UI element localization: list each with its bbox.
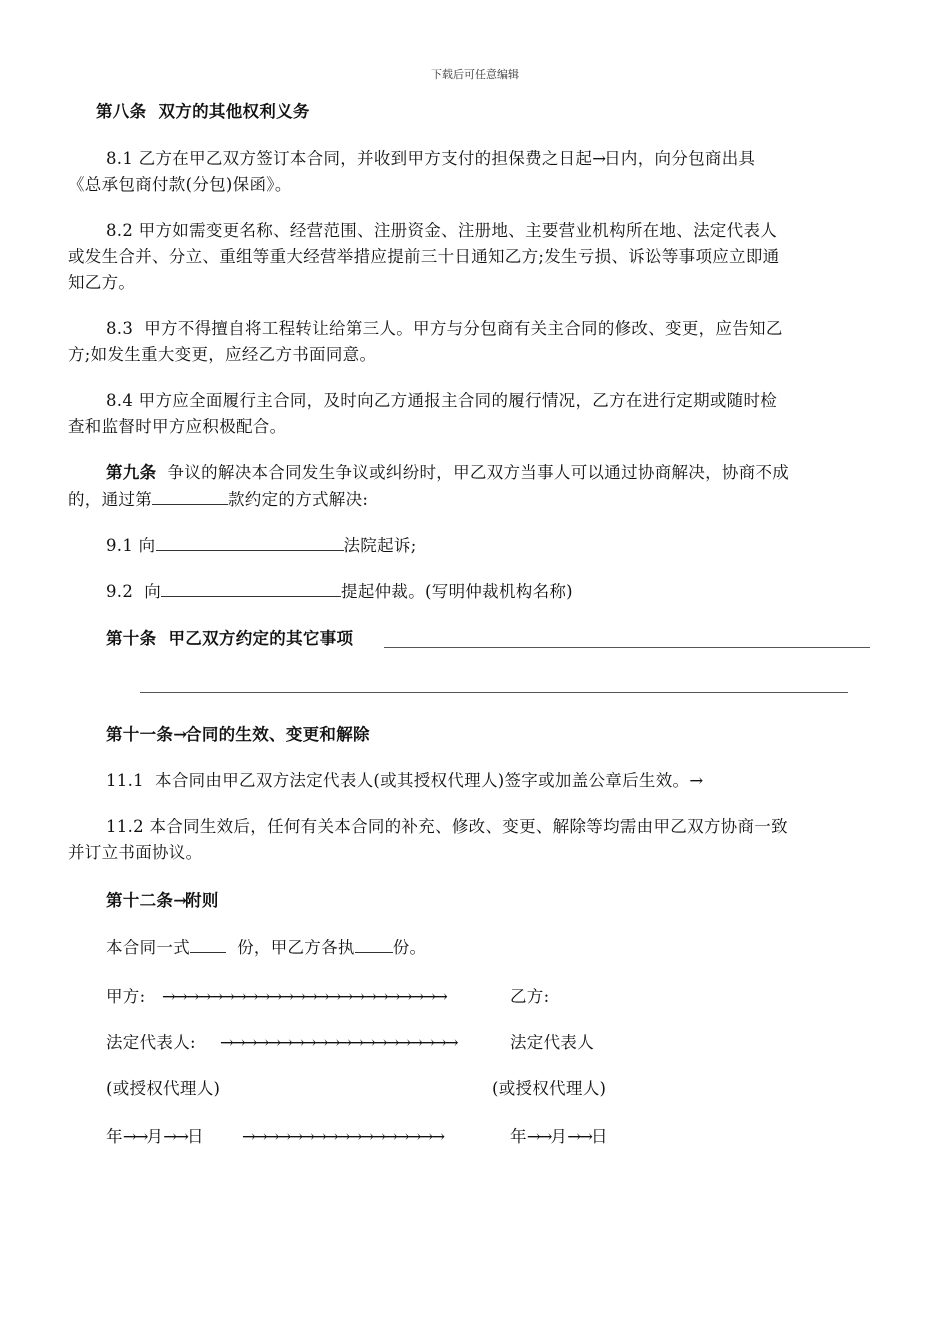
party-a-label: 甲方: — [106, 987, 146, 1006]
article-9-line2: 的，通过第 款约定的方式解决: — [68, 490, 369, 509]
article-9-2: 9.2 向 提起仲裁。(写明仲裁机构名称) — [106, 582, 573, 601]
copies-line: 本合同一式 份，甲乙方各执 份。 — [106, 938, 427, 957]
article-8-4-line2: 查和监督时甲方应积极配合。 — [68, 417, 287, 436]
tab-leader: →→→→→→→→→→→→→→→→→→→→→→→→ — [162, 987, 446, 1006]
rep-a-label: 法定代表人: — [106, 1033, 196, 1052]
article-9-line1: 第九条 争议的解决本合同发生争议或纠纷时，甲乙双方当事人可以通过协商解决，协商不成 — [106, 463, 790, 482]
other-matters-blank-line1[interactable] — [384, 647, 870, 648]
article-8-1-line1: 8.1 乙方在甲乙双方签订本合同，并收到甲方支付的担保费之日起→日内，向分包商出具 — [106, 149, 756, 168]
date-a: 年→→月→→日 — [106, 1127, 204, 1146]
tab-arrow-icon: → — [592, 149, 605, 168]
arbitration-blank[interactable] — [161, 580, 341, 597]
date-b: 年→→月→→日 — [510, 1127, 608, 1146]
party-b-label: 乙方: — [510, 987, 550, 1006]
article-11-2-line2: 并订立书面协议。 — [68, 843, 203, 862]
court-name-blank[interactable] — [156, 534, 344, 551]
clause-number-blank[interactable] — [152, 488, 228, 505]
rep-b-label: 法定代表人 — [510, 1033, 594, 1052]
agent-b-label: (或授权代理人) — [492, 1079, 607, 1098]
tab-arrow-icon: → — [173, 891, 186, 910]
tab-leader: →→→→→→→→→→→→→→→→→→→→ — [220, 1033, 457, 1052]
article-8-1-line2: 《总承包商付款(分包)保函》。 — [68, 175, 292, 194]
tab-leader: →→→→→→→→→→→→→→→→→ — [242, 1127, 444, 1146]
page-header: 下载后可任意编辑 — [431, 68, 519, 81]
agent-a-label: (或授权代理人) — [106, 1079, 221, 1098]
article-8-4-line1: 8.4 甲方应全面履行主合同，及时向乙方通报主合同的履行情况，乙方在进行定期或随时检 — [106, 391, 778, 410]
article-11-title: 第十一条→合同的生效、变更和解除 — [106, 725, 370, 744]
article-8-3-line1: 8.3 甲方不得擅自将工程转让给第三人。甲方与分包商有关主合同的修改、变更，应告知乙 — [106, 319, 783, 338]
tab-arrow-icon: → — [173, 725, 186, 744]
tab-arrow-icon: → — [689, 771, 702, 790]
article-9-1: 9.1 向 法院起诉; — [106, 536, 417, 555]
article-12-title: 第十二条→附则 — [106, 891, 219, 910]
other-matters-blank-line2[interactable] — [140, 692, 848, 693]
article-8-2-line2: 或发生合并、分立、重组等重大经营举措应提前三十日通知乙方;发生亏损、诉讼等事项应立即通 — [68, 247, 780, 266]
each-copies-blank[interactable] — [355, 936, 393, 953]
article-8-2-line1: 8.2 甲方如需变更名称、经营范围、注册资金、注册地、主要营业机构所在地、法定代表人 — [106, 221, 778, 240]
article-8-3-line2: 方;如发生重大变更，应经乙方书面同意。 — [68, 345, 377, 364]
article-10-title: 第十条 甲乙双方约定的其它事项 — [106, 629, 354, 648]
article-9-title: 第九条 — [106, 463, 157, 482]
article-11-1: 11.1 本合同由甲乙双方法定代表人(或其授权代理人)签字或加盖公章后生效。→ — [106, 771, 702, 790]
total-copies-blank[interactable] — [190, 936, 226, 953]
article-11-2-line1: 11.2 本合同生效后，任何有关本合同的补充、修改、变更、解除等均需由甲乙双方协商一致 — [106, 817, 788, 836]
article-8-title: 第八条 双方的其他权利义务 — [96, 102, 310, 121]
article-8-2-line3: 知乙方。 — [68, 273, 136, 292]
